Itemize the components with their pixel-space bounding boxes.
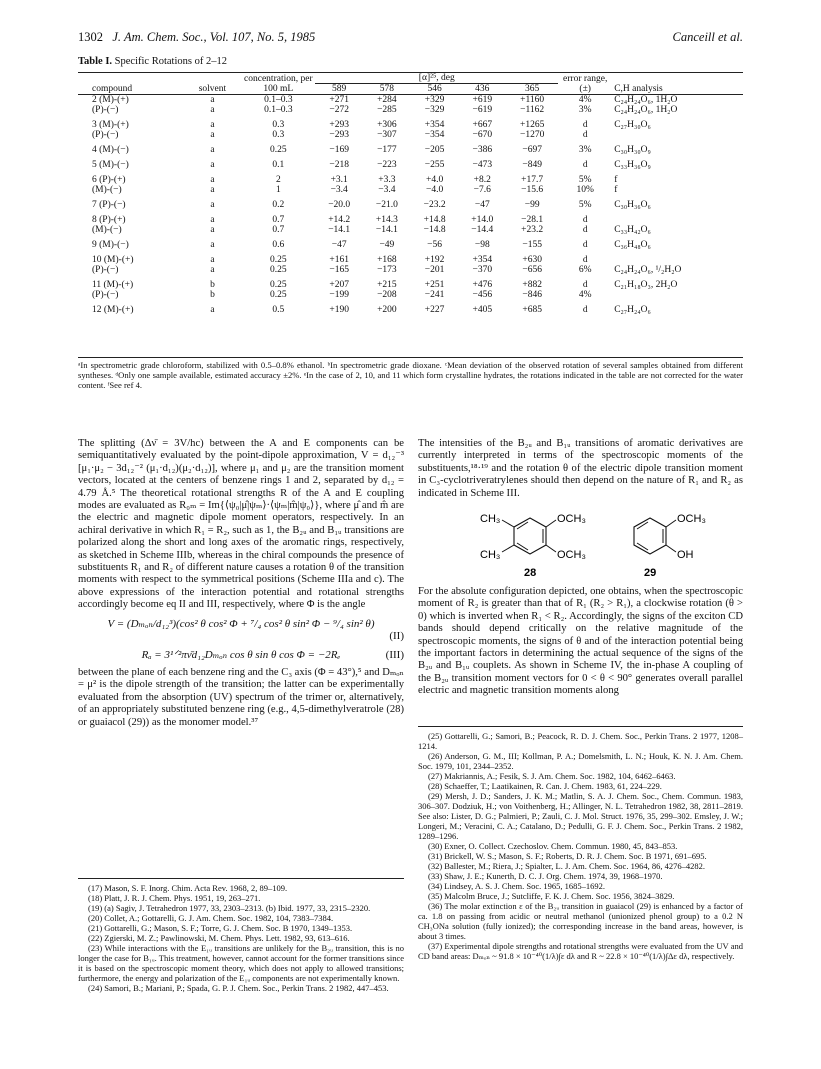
- cell-rotation: −849: [522, 160, 542, 170]
- cell-rotation: +14.0: [471, 215, 494, 225]
- cell-analysis: C₂₄H₂₄O₆, 1H₂O: [614, 105, 678, 115]
- cell-rotation: −14.1: [375, 225, 398, 235]
- right-column: [418, 438, 743, 698]
- reference-entry: (20) Collet, A.; Gottarelli, G. J. Am. Chem. Soc. 1982, 104, 7383–7384.: [88, 913, 334, 923]
- cell-rotation: +168: [377, 255, 397, 265]
- table-row: [78, 170, 743, 185]
- cell-rotation: +251: [424, 280, 445, 290]
- cell-analysis: [612, 290, 743, 300]
- cell-analysis: C₂₄H₂₄O₆, 1H₂O: [614, 95, 678, 105]
- cell-rotation: −7.6: [473, 185, 491, 195]
- cell-rotation: +207: [329, 280, 349, 290]
- cell-solvent: a: [210, 120, 215, 130]
- cell-rotation: +685: [522, 305, 542, 315]
- cell-rotation: +476: [472, 280, 493, 290]
- cell-rotation: +190: [329, 305, 349, 315]
- reference-entry: (22) Zgierski, M. Z.; Pawlinowski, M. Chem. Phys. Lett. 1982, 93, 613–616.: [88, 933, 350, 943]
- reference-entry: (32) Ballester, M.; Riera, J.; Spialter, L. J. Am. Chem. Soc. 1964, 86, 4276–4282.: [428, 861, 705, 871]
- cell-solvent: a: [210, 200, 215, 210]
- cell-concentration: 0.25: [270, 255, 287, 265]
- cell-rotation: −165: [329, 265, 349, 275]
- table-row: [78, 290, 743, 300]
- cell-rotation: +192: [424, 255, 445, 265]
- cell-rotation: −99: [524, 200, 540, 210]
- cell-compound: 2 (M)-(+): [92, 95, 129, 105]
- cell-rotation: −3.4: [378, 185, 396, 195]
- cell-error: 5%: [578, 175, 592, 185]
- cell-rotation: −456: [472, 290, 493, 300]
- rotation-table: [78, 72, 743, 317]
- col-solvent: solvent: [184, 73, 242, 95]
- cell-rotation: −354: [424, 130, 445, 140]
- cell-rotation: +293: [329, 120, 349, 130]
- reference-entry: (25) Gottarelli, G.; Samori, B.; Peacock, R. D. J. Chem. Soc., Perkin Trans. 2 1977, 1208–1214.: [418, 731, 743, 751]
- cell-rotation: −201: [424, 265, 445, 275]
- cell-rotation: −1270: [519, 130, 545, 140]
- cell-rotation: −49: [379, 240, 395, 250]
- cell-analysis: C₃₃H₃₆O₉: [614, 160, 651, 170]
- cell-compound: 7 (P)-(−): [92, 200, 126, 210]
- reference-entry: (34) Lindsey, A. S. J. Chem. Soc. 1965, 1685–1692.: [428, 881, 606, 891]
- cell-analysis: C₂₇H₃₀O₆: [614, 120, 651, 130]
- table-row: [78, 105, 743, 115]
- reference-entry: (26) Anderson, G. M., III; Kollman, P. A.; Domelsmith, L. N.; Houk, K. N. J. Am. Chem. Soc. 1979, 101, 2344–2352.: [418, 751, 743, 771]
- cell-rotation: +882: [522, 280, 542, 290]
- table-row: [78, 115, 743, 130]
- table-row: [78, 195, 743, 210]
- cell-error: d: [582, 160, 588, 170]
- cell-analysis: C₃₀H₃₀O₉: [614, 145, 651, 155]
- cell-error: 6%: [578, 265, 592, 275]
- cell-analysis: [612, 130, 743, 140]
- table-row: [78, 130, 743, 140]
- cell-rotation: −293: [329, 130, 349, 140]
- cell-error: 5%: [578, 200, 592, 210]
- cell-error: 3%: [578, 105, 592, 115]
- cell-rotation: +1265: [519, 120, 545, 130]
- ch3-label: CH₃: [480, 549, 501, 562]
- cell-error: 4%: [578, 95, 592, 105]
- cell-compound: 6 (P)-(+): [92, 175, 126, 185]
- cell-concentration: 0.1–0.3: [264, 105, 293, 115]
- ch3-label: CH₃: [480, 513, 501, 526]
- cell-solvent: a: [210, 215, 215, 225]
- cell-rotation: +329: [424, 95, 445, 105]
- cell-concentration: 0.3: [272, 130, 285, 140]
- cell-compound: 5 (M)-(−): [92, 160, 129, 170]
- equation-3: [78, 649, 404, 661]
- cell-concentration: 0.25: [270, 265, 287, 275]
- compound-28-label: 28: [524, 567, 537, 580]
- cell-rotation: +619: [472, 95, 493, 105]
- cell-analysis: [612, 210, 743, 225]
- col-compound: compound: [78, 73, 184, 95]
- reference-entry: (33) Shaw, J. E.; Kunerth, D. C. J. Org. Chem. 1974, 39, 1968–1970.: [428, 871, 663, 881]
- cell-rotation: +161: [329, 255, 349, 265]
- cell-compound: 9 (M)-(−): [92, 240, 129, 250]
- cell-rotation: −370: [472, 265, 493, 275]
- cell-compound: 4 (M)-(−): [92, 145, 129, 155]
- cell-compound: (M)-(−): [92, 185, 122, 195]
- cell-rotation: −98: [474, 240, 490, 250]
- reference-entry: (24) Samori, B.; Mariani, P.; Spada, G. P. J. Chem. Soc., Perkin Trans. 2 1982, 447–453.: [88, 983, 389, 993]
- cell-rotation: +227: [424, 305, 445, 315]
- cell-error: d: [582, 280, 588, 290]
- table-row: [78, 250, 743, 265]
- cell-rotation: +284: [377, 95, 397, 105]
- reference-entry: (31) Brickell, W. S.; Mason, S. F.; Roberts, D. R. J. Chem. Soc. B 1971, 691–695.: [428, 851, 707, 861]
- cell-analysis: [612, 250, 743, 265]
- cell-compound: (P)-(−): [92, 290, 119, 300]
- cell-solvent: a: [210, 185, 215, 195]
- cell-rotation: −199: [329, 290, 349, 300]
- cell-compound: 12 (M)-(+): [92, 305, 134, 315]
- cell-solvent: a: [210, 225, 215, 235]
- col-error: error range, (±): [558, 73, 612, 95]
- eq3-body: Rₐ = 3¹ᐟ²πν̄d₁₂Dₘₒₙ cos θ sin θ cos Φ = −2Rₑ: [141, 648, 341, 661]
- table-row: [78, 95, 743, 106]
- table-row: [78, 225, 743, 235]
- reference-entry: (36) The molar extinction ε of the B₂ᵤ transition in guaiacol (29) is enhanced by a factor of ca. 1.8 on passing from acidic or neutral methanol (unionized phenol group) to a 0.2 N CH₃ONa solution (fully ionized); the corresponding increase in the band areas, however, is about 3 times.: [418, 901, 743, 941]
- cell-solvent: a: [210, 160, 215, 170]
- cell-concentration: 0.7: [272, 215, 285, 225]
- cell-rotation: −208: [377, 290, 397, 300]
- reference-entry: (18) Platt, J. R. J. Chem. Phys. 1951, 19, 263–271.: [88, 893, 261, 903]
- cell-concentration: 0.1: [272, 160, 285, 170]
- cell-solvent: a: [210, 130, 215, 140]
- cell-error: d: [582, 305, 588, 315]
- cell-rotation: −473: [472, 160, 493, 170]
- scheme-structures: [418, 502, 743, 584]
- cell-analysis: C₃₀H₃₆O₆: [614, 200, 651, 210]
- cell-rotation: −28.1: [521, 215, 544, 225]
- table-row: [78, 300, 743, 317]
- right-references: [418, 726, 743, 961]
- cell-concentration: 0.2: [272, 200, 285, 210]
- cell-rotation: −14.8: [423, 225, 446, 235]
- cell-concentration: 0.25: [270, 290, 287, 300]
- cell-compound: 11 (M)-(+): [92, 280, 134, 290]
- cell-concentration: 0.3: [272, 120, 285, 130]
- cell-concentration: 2: [275, 175, 281, 185]
- cell-concentration: 0.25: [270, 280, 287, 290]
- cell-rotation: +14.8: [423, 215, 446, 225]
- cell-rotation: −307: [377, 130, 397, 140]
- cell-analysis: f: [614, 175, 618, 185]
- cell-analysis: C₂₁H₁₈O₃, 2H₂O: [614, 280, 678, 290]
- journal-citation: J. Am. Chem. Soc., Vol. 107, No. 5, 1985: [112, 30, 316, 44]
- cell-rotation: −656: [522, 265, 542, 275]
- cell-rotation: −169: [329, 145, 349, 155]
- cell-concentration: 0.1–0.3: [264, 95, 293, 105]
- header-authors: Canceill et al.: [672, 30, 743, 44]
- cell-rotation: +4.0: [425, 175, 444, 185]
- col-concentration: concentration, per 100 mL: [241, 73, 315, 95]
- cell-rotation: −205: [424, 145, 445, 155]
- eq3-number: (III): [385, 648, 404, 661]
- cell-compound: (P)-(−): [92, 130, 119, 140]
- cell-rotation: −241: [424, 290, 445, 300]
- compound-29-label: 29: [644, 567, 657, 580]
- cell-rotation: −47: [331, 240, 347, 250]
- cell-rotation: −697: [522, 145, 542, 155]
- cell-concentration: 0.25: [270, 145, 287, 155]
- cell-solvent: a: [210, 265, 215, 275]
- cell-rotation: −619: [472, 105, 493, 115]
- cell-error: d: [582, 255, 588, 265]
- cell-solvent: a: [210, 95, 215, 105]
- cell-rotation: +23.2: [521, 225, 544, 235]
- cell-rotation: +3.1: [330, 175, 348, 185]
- cell-compound: (P)-(−): [92, 265, 119, 275]
- cell-rotation: −177: [377, 145, 397, 155]
- table-row: [78, 275, 743, 290]
- cell-rotation: −3.4: [330, 185, 348, 195]
- cell-rotation: +354: [424, 120, 445, 130]
- col-alpha: [α]²⁵, deg: [315, 73, 558, 84]
- table-caption: [78, 56, 227, 67]
- cell-rotation: −155: [522, 240, 542, 250]
- cell-error: d: [582, 240, 588, 250]
- cell-rotation: −56: [427, 240, 443, 250]
- cell-rotation: −223: [377, 160, 397, 170]
- cell-rotation: +306: [377, 120, 397, 130]
- cell-rotation: −47: [474, 200, 490, 210]
- table-row: [78, 185, 743, 195]
- och3-label: OCH₃: [677, 513, 706, 526]
- cell-rotation: +405: [472, 305, 493, 315]
- cell-rotation: +200: [377, 305, 397, 315]
- col-wl: 589: [315, 84, 363, 95]
- table-row: [78, 155, 743, 170]
- cell-analysis: C₂₄H₂₄O₆, ¹/₂H₂O: [614, 265, 682, 275]
- cell-rotation: +271: [329, 95, 349, 105]
- cell-concentration: 0.5: [272, 305, 285, 315]
- cell-rotation: −4.0: [425, 185, 444, 195]
- cell-rotation: −14.1: [328, 225, 351, 235]
- reference-entry: (19) (a) Sagiv, J. Tetrahedron 1977, 33, 2303–2313. (b) Ibid. 1977, 33, 2315–2320.: [88, 903, 371, 913]
- cell-rotation: −20.0: [328, 200, 351, 210]
- cell-rotation: −255: [424, 160, 445, 170]
- running-header: [78, 30, 743, 46]
- cell-rotation: −285: [377, 105, 397, 115]
- cell-concentration: 0.7: [272, 225, 285, 235]
- cell-rotation: −173: [377, 265, 397, 275]
- cell-solvent: a: [210, 255, 215, 265]
- table-row: [78, 265, 743, 275]
- cell-compound: 3 (M)-(+): [92, 120, 129, 130]
- col-analysis: C,H analysis: [612, 73, 743, 95]
- cell-solvent: a: [210, 105, 215, 115]
- cell-solvent: a: [210, 145, 215, 155]
- cell-concentration: 0.6: [272, 240, 285, 250]
- cell-error: d: [582, 225, 588, 235]
- cell-solvent: a: [210, 240, 215, 250]
- cell-analysis: C₃₆H₄₈O₆: [614, 240, 651, 250]
- table-row: [78, 140, 743, 155]
- cell-rotation: −846: [522, 290, 542, 300]
- och3-label: OCH₃: [557, 549, 586, 562]
- cell-solvent: a: [210, 305, 215, 315]
- right-paragraph: The intensities of the B₂ᵤ and B₁ᵤ transitions of aromatic derivatives are currently interpreted in terms of the spectroscopic moments of the substituents,¹⁸·¹⁹ and the rotation θ of the electric dipole transition moment in C₃-cyclotriveratrylenes should then depend on the nature of R₁ and R₂ as indicated in Scheme III.: [418, 438, 743, 499]
- left-column: [78, 438, 404, 729]
- cell-error: d: [582, 120, 588, 130]
- cell-compound: 10 (M)-(+): [92, 255, 134, 265]
- reference-entry: (21) Gottarelli, G.; Mason, S. F.; Torre, G. J. Chem. Soc. B 1970, 1349–1353.: [88, 923, 353, 933]
- col-wl: 578: [363, 84, 411, 95]
- left-paragraph: The splitting (Δν̄ = 3V/hc) between the A and E components can be semiquantitatively evaluated by the point-dipole approximation, V = d₁₂⁻³ [μ₁·μ₂ − 3d₁₂⁻² (μ₁·d₁₂)(μ₂·d₁₂)], where μ₁ and μ₂ are the transition moment vectors, located at the centers of benzene rings 1 and 2, separated by d₁₂ = 4.79 Å.⁵ The theoretical rotational strengths R of the A and E coupling modes are evaluated as R₀ₘ = Im{⟨ψ₀|μ̂|ψₘ⟩·⟨ψₘ|m̂|ψ₀⟩}, where μ̂ and m̂ are the electric and magnetic dipole moment operators, respectively. In an achiral derivative in which R₁ = R₂, such as 1, the B₂ᵤ and B₁ᵤ transitions are polarized along the short and long axes of the aromatic rings, respectively, as sketched in Scheme IIIb, whereas in the chiral compounds the presence of substituents R₁ and R₂ of different nature causes a rotation θ of the transition moments with respect to the symmetrical positions (Scheme IIIa and c). The above expressions of the interaction potential and rotational strengths accordingly become eq II and III, respectively, where Φ is the angle: [78, 438, 404, 611]
- reference-entry: (29) Mersh, J. D.; Sanders, J. K. M.; Matlin, S. A. J. Chem. Soc., Chem. Commun. 1983, 306–307. Dodziuk, H.; von Voithenberg, H.; Allinger, N. L. Tetrahedron 1982, 38, 2811–2819. See also: Lister, D. G.; Palmieri, P.; Zauli, C. J. Mol. Struct. 1976, 35, 299–302. Emsley, J. W.; Longeri, M.; Veracini, C. A.; Catalano, D.; Pedulli, G. F. J. Chem. Soc., Perkin Trans. 2 1982, 1289–1296.: [418, 791, 743, 841]
- cell-rotation: +354: [472, 255, 493, 265]
- reference-entry: (27) Makriannis, A.; Fesik, S. J. Am. Chem. Soc. 1982, 104, 6462–6463.: [428, 771, 676, 781]
- structure-28: [480, 513, 586, 579]
- structure-29: [634, 513, 706, 579]
- reference-entry: (35) Malcolm Bruce, J.; Sutcliffe, F. K. J. Chem. Soc. 1956, 3824–3829.: [428, 891, 675, 901]
- cell-solvent: a: [210, 175, 215, 185]
- cell-rotation: +14.2: [328, 215, 351, 225]
- cell-rotation: −15.6: [521, 185, 544, 195]
- reference-entry: (17) Mason, S. F. Inorg. Chim. Acta Rev. 1968, 2, 89–109.: [88, 883, 288, 893]
- cell-error: d: [582, 215, 588, 225]
- cell-rotation: −14.4: [471, 225, 494, 235]
- cell-analysis: C₃₃H₄₂O₆: [614, 225, 651, 235]
- col-wl: 546: [411, 84, 459, 95]
- cell-analysis: f: [614, 185, 618, 195]
- eq2-body: V = (Dₘₒₙ/d₁₂³)(cos² θ cos² Φ + ⁷/₄ cos² θ sin² Φ − ⁹/₄ sin² θ): [107, 617, 375, 630]
- table-row: [78, 210, 743, 225]
- eq2-number: (II): [389, 630, 404, 643]
- cell-rotation: +1160: [520, 95, 545, 105]
- cell-concentration: 1: [275, 185, 281, 195]
- cell-compound: (P)-(−): [92, 105, 119, 115]
- cell-compound: 8 (P)-(+): [92, 215, 126, 225]
- cell-analysis: C₂₇H₂₄O₆: [614, 305, 651, 315]
- cell-solvent: b: [210, 290, 215, 300]
- cell-rotation: +17.7: [521, 175, 544, 185]
- cell-error: d: [582, 130, 588, 140]
- table-title: Specific Rotations of 2–12: [114, 56, 227, 67]
- cell-error: 4%: [578, 290, 592, 300]
- cell-rotation: −23.2: [423, 200, 446, 210]
- cell-rotation: +667: [472, 120, 493, 130]
- cell-rotation: +8.2: [473, 175, 491, 185]
- cell-error: 3%: [578, 145, 592, 155]
- cell-compound: (M)-(−): [92, 225, 122, 235]
- reference-entry: (30) Exner, O. Collect. Czechoslov. Chem. Commun. 1980, 45, 843–853.: [428, 841, 678, 851]
- cell-rotation: −329: [424, 105, 445, 115]
- reference-entry: (37) Experimental dipole strengths and rotational strengths were evaluated from the UV and CD band areas: Dₘₒₙ ~ 91.8 × 10⁻⁴⁰(1/λ)∫ε dλ and R ~ 22.8 × 10⁻⁴⁰(1/λ)∫Δε dλ, respectively.: [418, 941, 743, 961]
- cell-rotation: −218: [329, 160, 349, 170]
- cell-rotation: +14.3: [375, 215, 398, 225]
- cell-solvent: b: [210, 280, 215, 290]
- cell-rotation: −272: [329, 105, 349, 115]
- cell-rotation: −386: [472, 145, 493, 155]
- right-paragraph: For the absolute configuration depicted, one obtains, when the spectroscopic moment of R₂ is greater than that of R₁ (R₂ > R₁), a clockwise rotation (θ > 0) which is inverted when R₁ < R₂. Accordingly, the signs of the exciton CD bands should depend critically on the relative magnitude of the spectroscopic moments, the signs of θ and of the interaction potential being the important factors in determining the actual sequence of the signs of the B₂ᵤ and B₁ᵤ couplets. As shown in Scheme IV, the in-phase A coupling of the B₂ᵤ transition moment vectors for 0 < θ < 90° generates overall parallel electric and magnetic transition moments along: [418, 586, 743, 697]
- equation-2: [78, 618, 404, 643]
- reference-entry: (23) While interactions with the E₁ᵤ transitions are unlikely for the B₂ᵤ transition, this is no longer the case for B₁ᵤ. This treatment, however, cannot account for the former transitions since it is based on the spectroscopic moment theory, which does not apply to allowed transitions; furthermore, the energy and polarization of the E₁ᵤ components are not experimentally known.: [78, 943, 404, 983]
- left-references: [78, 878, 404, 993]
- och3-label: OCH₃: [557, 513, 586, 526]
- cell-rotation: +215: [377, 280, 397, 290]
- left-paragraph: between the plane of each benzene ring and the C₃ axis (Φ = 43°),⁵ and Dₘₒₙ = μ² is the dipole strength of the transition; the latter can be experimentally evaluated from the absorption (UV) spectrum of the trimer or, alternatively, of an appropriately substituted benzene ring (e.g., 4,5-dimethylveratrole (28) or guaiacol (29)) as the monomer model.³⁷: [78, 666, 404, 728]
- cell-rotation: +3.3: [378, 175, 396, 185]
- table-row: [78, 235, 743, 250]
- cell-rotation: −1162: [520, 105, 545, 115]
- table-label: Table I.: [78, 56, 113, 67]
- cell-rotation: +630: [522, 255, 542, 265]
- col-wl: 365: [506, 84, 558, 95]
- cell-rotation: −21.0: [375, 200, 398, 210]
- header-left: [78, 30, 315, 45]
- cell-error: 10%: [576, 185, 594, 195]
- page-number: 1302: [78, 30, 103, 44]
- cell-rotation: −670: [472, 130, 493, 140]
- table-footnote: ᵃIn spectrometric grade chloroform, stabilized with 0.5–0.8% ethanol. ᵇIn spectrometric grade dioxane. ᶜMean deviation of the observed rotation of several samples obtained from different syntheses. ᵈOnly one sample available, estimated accuracy ±2%. ᵉIn the case of 2, 10, and 11 which form crystalline hydrates, the rotations indicated in the table are not corrected for the water content. ᶠSee ref 4.: [78, 357, 743, 390]
- reference-entry: (28) Schaeffer, T.; Laatikainen, R. Can. J. Chem. 1983, 61, 224–229.: [428, 781, 662, 791]
- oh-label: OH: [677, 549, 694, 562]
- col-wl: 436: [458, 84, 506, 95]
